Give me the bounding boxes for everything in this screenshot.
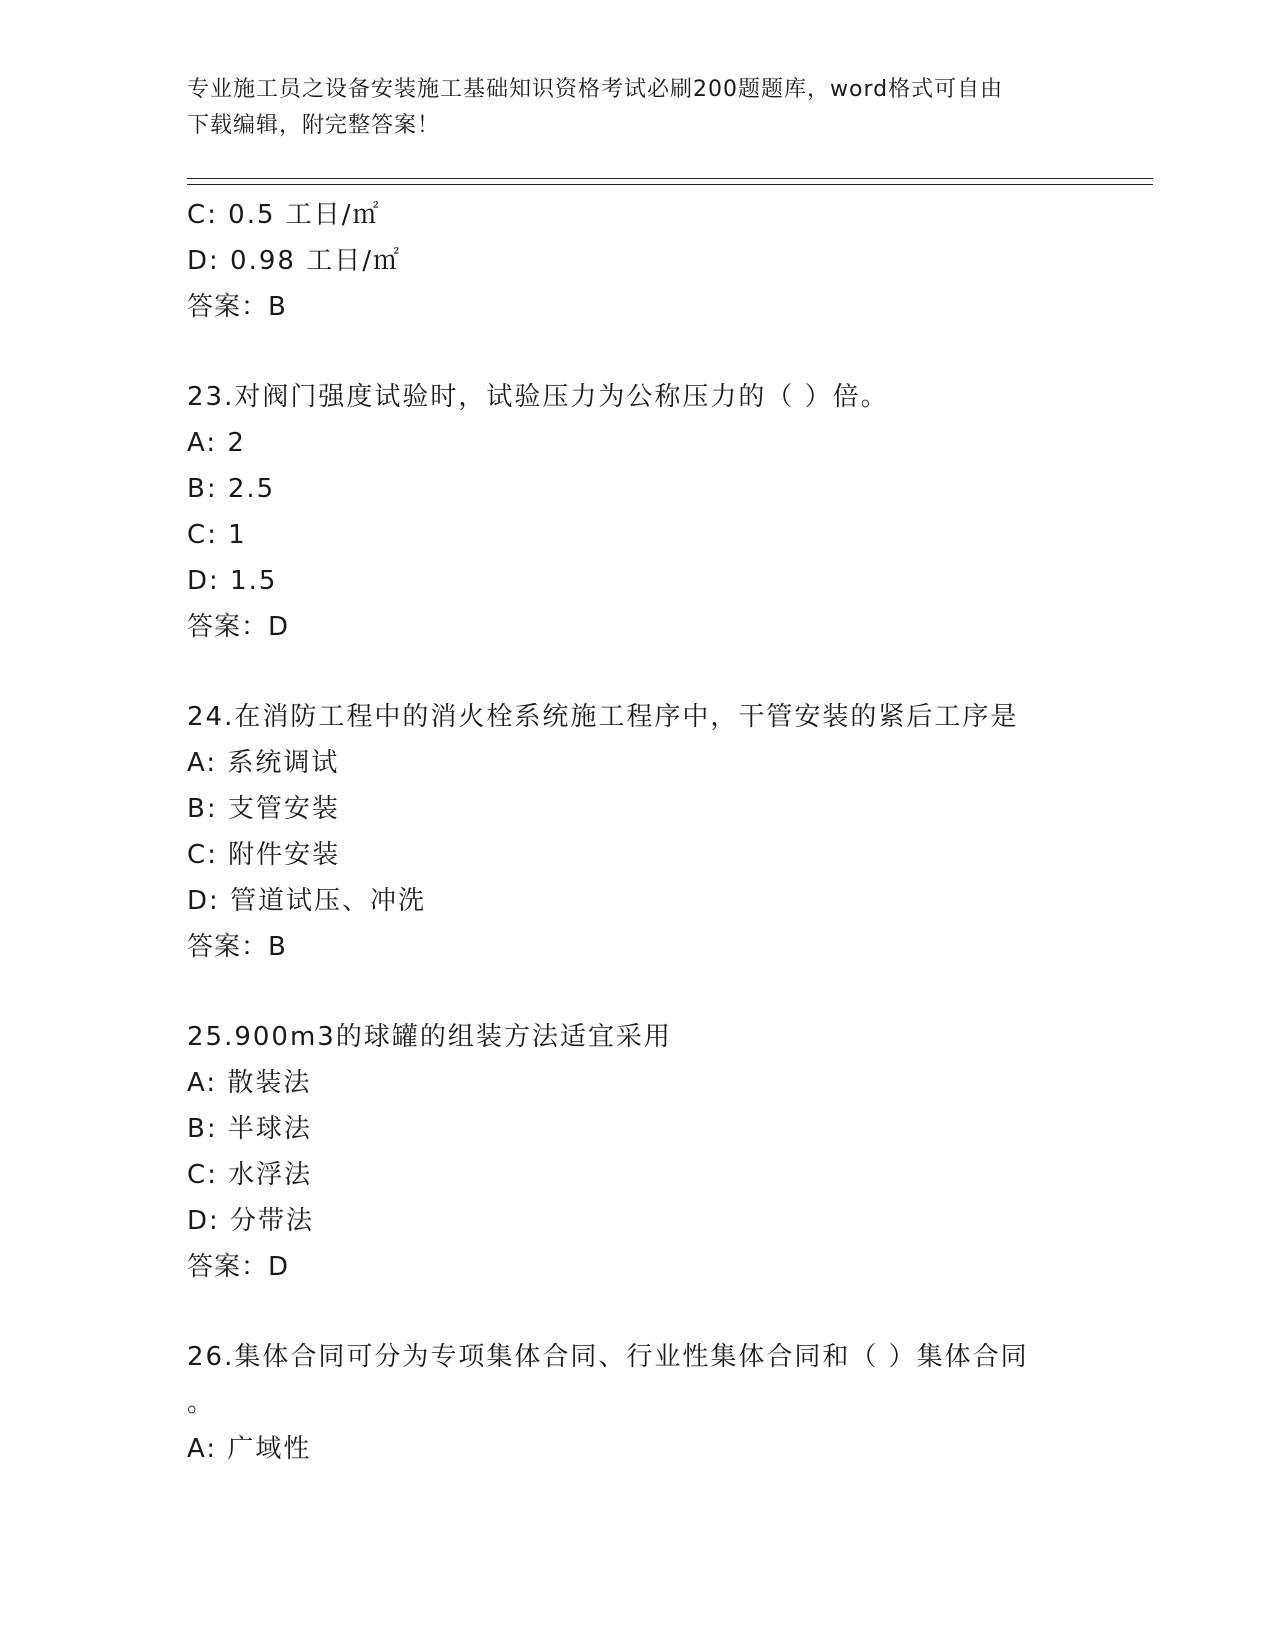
header-line-1: 专业施工员之设备安装施工基础知识资格考试必刷200题题库，word格式可自由 xyxy=(187,77,1004,102)
question-26 xyxy=(187,1334,1087,1472)
option-a: A: 广域性 xyxy=(187,1434,312,1464)
option-d: D: 分带法 xyxy=(187,1206,315,1236)
spacer xyxy=(187,1290,1087,1334)
option-c: C: 附件安装 xyxy=(187,840,341,870)
option-c: C: 水浮法 xyxy=(187,1160,313,1190)
option-c: C: 1 xyxy=(187,520,247,550)
question-text: 24.在消防工程中的消火栓系统施工程序中，干管安装的紧后工序是 xyxy=(187,702,1019,732)
option-d: D: 0.98 工日/㎡ xyxy=(187,246,401,276)
spacer xyxy=(187,650,1087,694)
question-25 xyxy=(187,1014,1087,1290)
option-a: A: 系统调试 xyxy=(187,748,340,778)
header-line-2: 下载编辑，附完整答案！ xyxy=(187,113,441,138)
answer: 答案：D xyxy=(187,612,290,642)
header-rule-bottom xyxy=(187,184,1153,185)
option-d: D: 管道试压、冲洗 xyxy=(187,886,427,916)
header-rule-top xyxy=(187,178,1153,179)
option-a: A: 散装法 xyxy=(187,1068,312,1098)
question-text-continuation: 。 xyxy=(187,1388,214,1418)
option-a: A: 2 xyxy=(187,428,246,458)
option-b: B: 支管安装 xyxy=(187,794,340,824)
answer: 答案：B xyxy=(187,932,287,962)
question-text: 25.900m3的球罐的组装方法适宜采用 xyxy=(187,1022,672,1052)
question-text: 23.对阀门强度试验时，试验压力为公称压力的（ ）倍。 xyxy=(187,382,889,412)
spacer xyxy=(187,970,1087,1014)
question-text: 26.集体合同可分为专项集体合同、行业性集体合同和（ ）集体合同 xyxy=(187,1342,1029,1372)
option-d: D: 1.5 xyxy=(187,566,278,596)
document-header xyxy=(187,72,1087,144)
question-22 xyxy=(187,192,1087,330)
question-list xyxy=(187,192,1087,1472)
spacer xyxy=(187,330,1087,374)
option-b: B: 半球法 xyxy=(187,1114,312,1144)
option-c: C: 0.5 工日/㎡ xyxy=(187,200,381,230)
question-24 xyxy=(187,694,1087,970)
answer: 答案：D xyxy=(187,1252,290,1282)
answer: 答案：B xyxy=(187,292,287,322)
question-23 xyxy=(187,374,1087,650)
option-b: B: 2.5 xyxy=(187,474,276,504)
